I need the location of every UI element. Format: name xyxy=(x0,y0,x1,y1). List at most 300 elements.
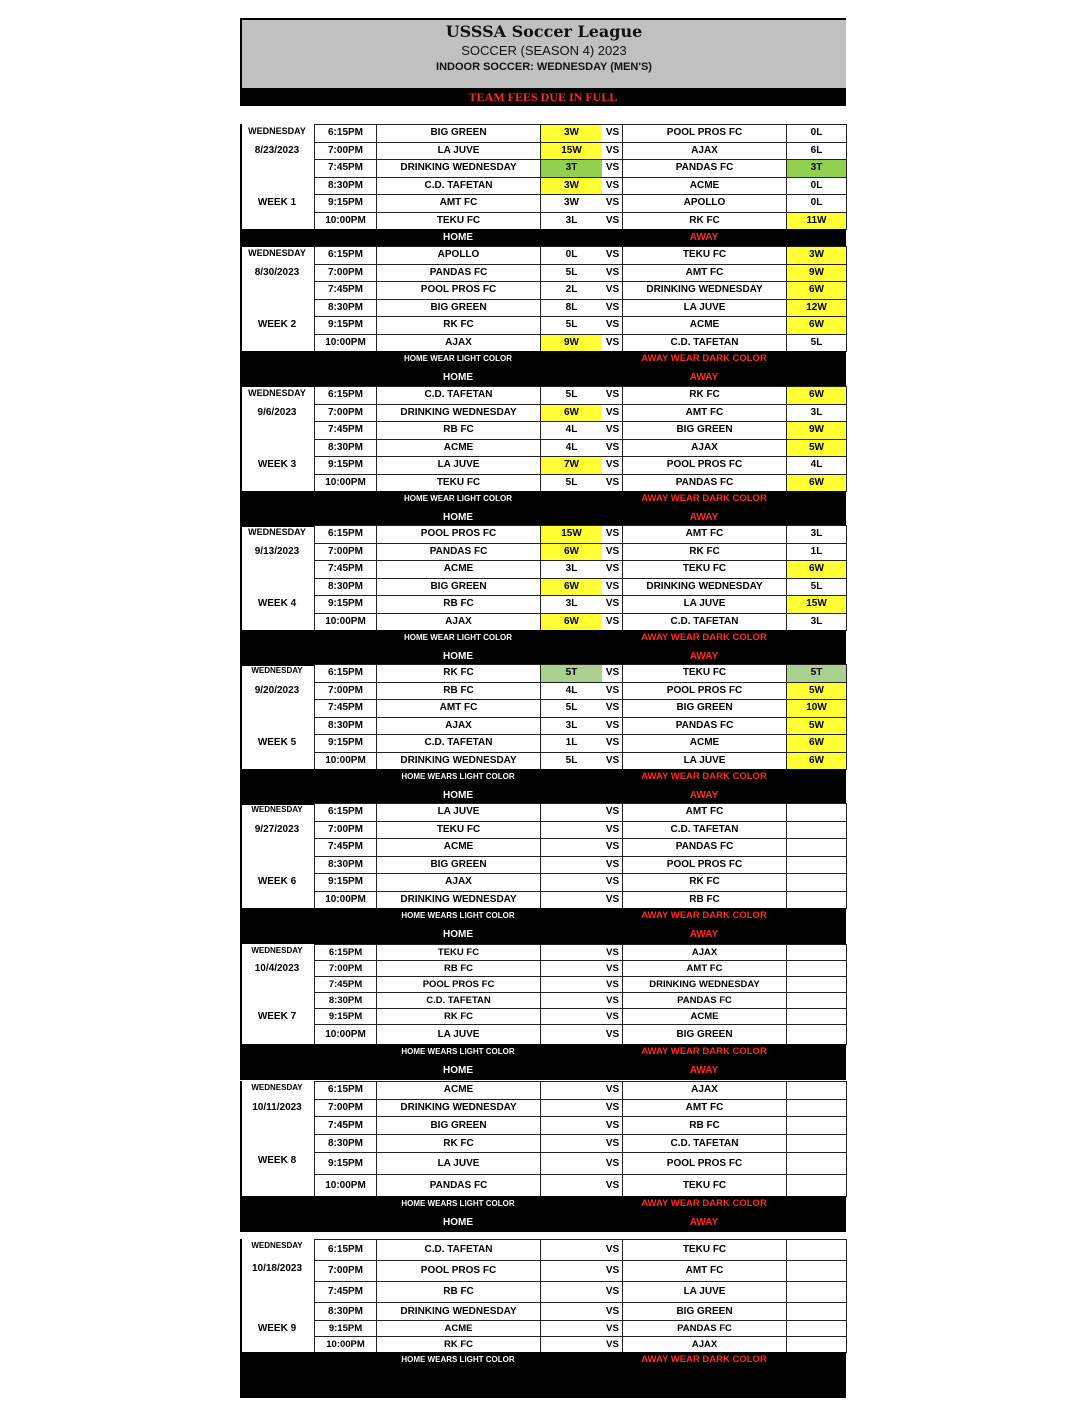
game-time: 10:00PM xyxy=(314,1024,377,1045)
vs-label: VS xyxy=(602,212,623,231)
game-time: 9:15PM xyxy=(314,1152,377,1175)
weekday-label: WEDNESDAY xyxy=(251,805,303,814)
game-time: 8:30PM xyxy=(314,439,377,458)
game-time: 9:15PM xyxy=(314,873,377,892)
home-score xyxy=(540,992,603,1009)
home-score xyxy=(540,1116,603,1135)
game-time: 7:00PM xyxy=(314,264,377,283)
home-score xyxy=(540,1239,603,1261)
game-time: 10:00PM xyxy=(314,1174,377,1197)
away-team: TEKU FC xyxy=(622,1174,787,1197)
home-score: 3W xyxy=(540,194,603,213)
schedule-header xyxy=(240,18,846,88)
away-team: C.D. TAFETAN xyxy=(622,334,787,353)
away-team: BIG GREEN xyxy=(622,699,787,718)
away-team: POOL PROS FC xyxy=(622,682,787,701)
away-team: PANDAS FC xyxy=(622,159,787,178)
away-score: 5W xyxy=(786,439,847,458)
away-column-label: AWAY xyxy=(689,790,719,801)
game-time: 6:15PM xyxy=(314,664,377,683)
away-column-label: AWAY xyxy=(689,651,719,662)
away-score: 6W xyxy=(786,560,847,579)
vs-label: VS xyxy=(602,1116,623,1135)
home-score xyxy=(540,1260,603,1282)
home-team: TEKU FC xyxy=(376,821,541,840)
home-team: LA JUVE xyxy=(376,142,541,161)
home-team: RB FC xyxy=(376,960,541,977)
away-team: AMT FC xyxy=(622,1260,787,1282)
home-team: BIG GREEN xyxy=(376,578,541,597)
home-team: RK FC xyxy=(376,1008,541,1025)
home-team: ACME xyxy=(376,439,541,458)
game-time: 7:45PM xyxy=(314,159,377,178)
away-team: RK FC xyxy=(622,386,787,405)
schedule-sheet xyxy=(240,18,846,1388)
away-team: POOL PROS FC xyxy=(622,1152,787,1175)
home-team: AJAX xyxy=(376,613,541,632)
game-time: 8:30PM xyxy=(314,992,377,1009)
home-team: POOL PROS FC xyxy=(376,525,541,544)
home-score xyxy=(540,821,603,840)
home-score: 3L xyxy=(540,560,603,579)
week-date: 9/27/2023 xyxy=(254,823,300,835)
vs-label: VS xyxy=(602,1008,623,1025)
weekday-label: WEDNESDAY xyxy=(248,527,306,537)
away-team: LA JUVE xyxy=(622,1281,787,1303)
away-team: RK FC xyxy=(622,212,787,231)
home-wear-note: HOME WEARS LIGHT COLOR xyxy=(401,772,515,781)
away-score: 0L xyxy=(786,124,847,143)
game-time: 9:15PM xyxy=(314,456,377,475)
weekday-label: WEDNESDAY xyxy=(248,248,306,258)
vs-label: VS xyxy=(602,699,623,718)
game-time: 7:00PM xyxy=(314,1260,377,1282)
away-team: AJAX xyxy=(622,1336,787,1353)
game-time: 9:15PM xyxy=(314,734,377,753)
vs-label: VS xyxy=(602,1281,623,1303)
vs-label: VS xyxy=(602,456,623,475)
week-number: WEEK 6 xyxy=(257,876,297,887)
game-time: 9:15PM xyxy=(314,316,377,335)
away-score: 9W xyxy=(786,421,847,440)
vs-label: VS xyxy=(602,1260,623,1282)
home-team: DRINKING WEDNESDAY xyxy=(376,752,541,771)
game-time: 6:15PM xyxy=(314,124,377,143)
week-date: 8/23/2023 xyxy=(254,144,300,156)
vs-label: VS xyxy=(602,194,623,213)
home-team: BIG GREEN xyxy=(376,1116,541,1135)
away-team: AJAX xyxy=(622,439,787,458)
game-time: 7:45PM xyxy=(314,560,377,579)
away-team: AMT FC xyxy=(622,803,787,822)
away-score xyxy=(786,821,847,840)
away-score xyxy=(786,873,847,892)
home-score: 5L xyxy=(540,699,603,718)
away-team: C.D. TAFETAN xyxy=(622,1134,787,1153)
vs-label: VS xyxy=(602,944,623,961)
week-left-border xyxy=(240,124,242,229)
home-team: C.D. TAFETAN xyxy=(376,386,541,405)
away-score: 6W xyxy=(786,386,847,405)
home-score xyxy=(540,891,603,910)
home-score: 15W xyxy=(540,525,603,544)
away-team: TEKU FC xyxy=(622,1239,787,1261)
week-date: 9/6/2023 xyxy=(257,406,297,418)
week-date: 10/11/2023 xyxy=(252,1101,302,1113)
away-team: PANDAS FC xyxy=(622,992,787,1009)
week-number: WEEK 7 xyxy=(257,1011,297,1022)
away-score xyxy=(786,1099,847,1118)
away-team: AJAX xyxy=(622,1081,787,1100)
away-score xyxy=(786,1152,847,1175)
home-score: 4L xyxy=(540,682,603,701)
away-score: 3W xyxy=(786,246,847,265)
home-score: 6W xyxy=(540,404,603,423)
away-wear-note: AWAY WEAR DARK COLOR xyxy=(641,353,767,364)
weekday-label: WEDNESDAY xyxy=(251,666,303,675)
home-score xyxy=(540,1152,603,1175)
home-team: AJAX xyxy=(376,717,541,736)
weekday-label: WEDNESDAY xyxy=(251,1083,303,1092)
home-wear-note: HOME WEARS LIGHT COLOR xyxy=(401,1199,515,1208)
home-team: C.D. TAFETAN xyxy=(376,1239,541,1261)
away-wear-note: AWAY WEAR DARK COLOR xyxy=(641,910,767,921)
game-time: 6:15PM xyxy=(314,246,377,265)
away-column-label: AWAY xyxy=(689,372,719,383)
vs-label: VS xyxy=(602,803,623,822)
away-score xyxy=(786,1281,847,1303)
home-team: POOL PROS FC xyxy=(376,281,541,300)
away-score xyxy=(786,1320,847,1337)
vs-label: VS xyxy=(602,474,623,493)
away-score: 9W xyxy=(786,264,847,283)
home-score: 5L xyxy=(540,264,603,283)
home-team: AMT FC xyxy=(376,194,541,213)
game-time: 8:30PM xyxy=(314,1302,377,1321)
away-score: 6W xyxy=(786,474,847,493)
home-column-label: HOME xyxy=(443,512,473,523)
away-column-label: AWAY xyxy=(689,1065,719,1076)
home-team: ACME xyxy=(376,1320,541,1337)
home-score xyxy=(540,1174,603,1197)
away-team: BIG GREEN xyxy=(622,1302,787,1321)
vs-label: VS xyxy=(602,1239,623,1261)
away-score: 3L xyxy=(786,525,847,544)
away-score xyxy=(786,1174,847,1197)
home-team: AJAX xyxy=(376,873,541,892)
away-team: BIG GREEN xyxy=(622,1024,787,1045)
vs-label: VS xyxy=(602,1336,623,1353)
away-wear-note: AWAY WEAR DARK COLOR xyxy=(641,1198,767,1209)
home-score xyxy=(540,873,603,892)
home-team: PANDAS FC xyxy=(376,264,541,283)
home-score: 6W xyxy=(540,613,603,632)
away-wear-note: AWAY WEAR DARK COLOR xyxy=(641,632,767,643)
home-score xyxy=(540,1099,603,1118)
home-score: 5L xyxy=(540,474,603,493)
away-score: 3L xyxy=(786,404,847,423)
away-team: LA JUVE xyxy=(622,752,787,771)
away-team: POOL PROS FC xyxy=(622,124,787,143)
home-score: 4L xyxy=(540,421,603,440)
vs-label: VS xyxy=(602,1174,623,1197)
home-team: RB FC xyxy=(376,421,541,440)
away-score xyxy=(786,891,847,910)
game-time: 7:00PM xyxy=(314,543,377,562)
vs-label: VS xyxy=(602,1024,623,1045)
away-team: C.D. TAFETAN xyxy=(622,613,787,632)
away-team: POOL PROS FC xyxy=(622,856,787,875)
home-team: AMT FC xyxy=(376,699,541,718)
away-column-label: AWAY xyxy=(689,512,719,523)
home-column-label: HOME xyxy=(443,232,473,243)
away-score: 11W xyxy=(786,212,847,231)
home-team: RB FC xyxy=(376,682,541,701)
week-left-border xyxy=(240,525,242,630)
game-time: 10:00PM xyxy=(314,752,377,771)
home-column-label: HOME xyxy=(443,929,473,940)
away-score: 3L xyxy=(786,613,847,632)
home-team: ACME xyxy=(376,838,541,857)
weekday-label: WEDNESDAY xyxy=(251,946,303,955)
home-score: 3L xyxy=(540,717,603,736)
home-team: AJAX xyxy=(376,334,541,353)
home-column-label: HOME xyxy=(443,651,473,662)
home-score: 5L xyxy=(540,752,603,771)
home-team: DRINKING WEDNESDAY xyxy=(376,1302,541,1321)
home-team: RK FC xyxy=(376,1336,541,1353)
away-score xyxy=(786,1134,847,1153)
home-score xyxy=(540,976,603,993)
week-left-border xyxy=(240,386,242,491)
home-team: TEKU FC xyxy=(376,944,541,961)
home-score xyxy=(540,944,603,961)
home-score xyxy=(540,960,603,977)
away-team: DRINKING WEDNESDAY xyxy=(622,281,787,300)
game-time: 6:15PM xyxy=(314,525,377,544)
week-left-border xyxy=(240,1239,242,1352)
home-score xyxy=(540,1008,603,1025)
game-time: 10:00PM xyxy=(314,474,377,493)
game-time: 7:45PM xyxy=(314,699,377,718)
away-score: 5T xyxy=(786,664,847,683)
vs-label: VS xyxy=(602,595,623,614)
away-score: 5L xyxy=(786,334,847,353)
home-score: 3L xyxy=(540,595,603,614)
home-score: 5L xyxy=(540,316,603,335)
away-score xyxy=(786,838,847,857)
weekday-label: WEDNESDAY xyxy=(248,126,306,136)
away-score: 5W xyxy=(786,682,847,701)
away-score xyxy=(786,1336,847,1353)
game-time: 7:45PM xyxy=(314,421,377,440)
game-time: 8:30PM xyxy=(314,299,377,318)
game-time: 7:45PM xyxy=(314,1116,377,1135)
away-team: RB FC xyxy=(622,891,787,910)
game-time: 7:45PM xyxy=(314,1281,377,1303)
game-time: 7:45PM xyxy=(314,976,377,993)
home-team: LA JUVE xyxy=(376,456,541,475)
game-time: 7:45PM xyxy=(314,281,377,300)
week-number: WEEK 5 xyxy=(257,737,297,748)
home-score: 1L xyxy=(540,734,603,753)
game-time: 7:00PM xyxy=(314,682,377,701)
home-score: 0L xyxy=(540,246,603,265)
away-column-label: AWAY xyxy=(689,929,719,940)
vs-label: VS xyxy=(602,873,623,892)
away-score xyxy=(786,944,847,961)
home-score: 3W xyxy=(540,177,603,196)
vs-label: VS xyxy=(602,734,623,753)
vs-label: VS xyxy=(602,1152,623,1175)
game-time: 6:15PM xyxy=(314,386,377,405)
home-wear-note: HOME WEAR LIGHT COLOR xyxy=(404,633,512,642)
away-team: AMT FC xyxy=(622,404,787,423)
home-score xyxy=(540,838,603,857)
away-score xyxy=(786,1302,847,1321)
week-number: WEEK 3 xyxy=(257,459,297,470)
game-time: 7:00PM xyxy=(314,821,377,840)
away-team: ACME xyxy=(622,1008,787,1025)
vs-label: VS xyxy=(602,264,623,283)
away-team: PANDAS FC xyxy=(622,474,787,493)
game-time: 6:15PM xyxy=(314,1239,377,1261)
home-team: BIG GREEN xyxy=(376,124,541,143)
home-team: LA JUVE xyxy=(376,803,541,822)
vs-label: VS xyxy=(602,1134,623,1153)
home-score: 5T xyxy=(540,664,603,683)
vs-label: VS xyxy=(602,421,623,440)
week-left-border xyxy=(240,246,242,351)
away-team: AMT FC xyxy=(622,525,787,544)
home-score: 8L xyxy=(540,299,603,318)
week-number: WEEK 8 xyxy=(257,1155,297,1166)
home-score xyxy=(540,856,603,875)
home-team: DRINKING WEDNESDAY xyxy=(376,891,541,910)
away-team: LA JUVE xyxy=(622,299,787,318)
away-team: DRINKING WEDNESDAY xyxy=(622,578,787,597)
away-score: 3T xyxy=(786,159,847,178)
away-team: RK FC xyxy=(622,543,787,562)
home-wear-note: HOME WEAR LIGHT COLOR xyxy=(404,354,512,363)
week-date: 10/18/2023 xyxy=(251,1263,303,1274)
away-score xyxy=(786,1260,847,1282)
vs-label: VS xyxy=(602,1302,623,1321)
game-time: 8:30PM xyxy=(314,1134,377,1153)
home-score xyxy=(540,1134,603,1153)
away-score xyxy=(786,1081,847,1100)
away-score: 6W xyxy=(786,281,847,300)
game-time: 9:15PM xyxy=(314,595,377,614)
home-score xyxy=(540,1302,603,1321)
game-time: 6:15PM xyxy=(314,944,377,961)
home-score: 4L xyxy=(540,439,603,458)
week-left-border xyxy=(240,944,242,1044)
vs-label: VS xyxy=(602,386,623,405)
home-column-label: HOME xyxy=(443,1065,473,1076)
vs-label: VS xyxy=(602,856,623,875)
away-team: AMT FC xyxy=(622,1099,787,1118)
home-team: APOLLO xyxy=(376,246,541,265)
away-score xyxy=(786,960,847,977)
away-team: AJAX xyxy=(622,944,787,961)
away-team: ACME xyxy=(622,177,787,196)
weekday-label: WEDNESDAY xyxy=(248,388,306,398)
home-team: POOL PROS FC xyxy=(376,1260,541,1282)
vs-label: VS xyxy=(602,525,623,544)
season-subtitle: SOCCER (SEASON 4) 2023 xyxy=(461,43,627,58)
away-team: AJAX xyxy=(622,142,787,161)
home-team: LA JUVE xyxy=(376,1152,541,1175)
away-score: 5L xyxy=(786,578,847,597)
week-date: 8/30/2023 xyxy=(254,266,300,278)
home-team: BIG GREEN xyxy=(376,299,541,318)
week-number: WEEK 1 xyxy=(257,197,297,208)
vs-label: VS xyxy=(602,682,623,701)
away-score: 0L xyxy=(786,177,847,196)
away-team: LA JUVE xyxy=(622,595,787,614)
home-team: ACME xyxy=(376,1081,541,1100)
home-wear-note: HOME WEARS LIGHT COLOR xyxy=(401,1355,515,1364)
vs-label: VS xyxy=(602,142,623,161)
home-team: DRINKING WEDNESDAY xyxy=(376,404,541,423)
away-team: TEKU FC xyxy=(622,664,787,683)
game-time: 10:00PM xyxy=(314,1336,377,1353)
vs-label: VS xyxy=(602,613,623,632)
home-team: POOL PROS FC xyxy=(376,976,541,993)
away-team: TEKU FC xyxy=(622,246,787,265)
home-score xyxy=(540,1336,603,1353)
week-number: WEEK 2 xyxy=(257,319,297,330)
home-score: 3L xyxy=(540,212,603,231)
game-time: 8:30PM xyxy=(314,717,377,736)
home-team: PANDAS FC xyxy=(376,543,541,562)
home-wear-note: HOME WEARS LIGHT COLOR xyxy=(401,1047,515,1056)
away-score xyxy=(786,1116,847,1135)
away-team: RK FC xyxy=(622,873,787,892)
away-team: APOLLO xyxy=(622,194,787,213)
game-time: 7:00PM xyxy=(314,404,377,423)
home-score: 6W xyxy=(540,543,603,562)
vs-label: VS xyxy=(602,838,623,857)
away-score xyxy=(786,856,847,875)
vs-label: VS xyxy=(602,246,623,265)
game-time: 9:15PM xyxy=(314,1008,377,1025)
away-team: AMT FC xyxy=(622,960,787,977)
away-wear-note: AWAY WEAR DARK COLOR xyxy=(641,771,767,782)
away-score: 12W xyxy=(786,299,847,318)
away-team: AMT FC xyxy=(622,264,787,283)
vs-label: VS xyxy=(602,960,623,977)
away-team: ACME xyxy=(622,316,787,335)
home-score: 15W xyxy=(540,142,603,161)
week-left-border xyxy=(240,1081,242,1196)
vs-label: VS xyxy=(602,299,623,318)
vs-label: VS xyxy=(602,891,623,910)
away-team: ACME xyxy=(622,734,787,753)
vs-label: VS xyxy=(602,1099,623,1118)
away-score: 6W xyxy=(786,752,847,771)
vs-label: VS xyxy=(602,334,623,353)
vs-label: VS xyxy=(602,159,623,178)
home-team: RK FC xyxy=(376,316,541,335)
vs-label: VS xyxy=(602,992,623,1009)
home-score xyxy=(540,1281,603,1303)
away-score: 1L xyxy=(786,543,847,562)
weekday-label: WEDNESDAY xyxy=(251,1241,303,1250)
home-score: 6W xyxy=(540,578,603,597)
home-score: 3T xyxy=(540,159,603,178)
